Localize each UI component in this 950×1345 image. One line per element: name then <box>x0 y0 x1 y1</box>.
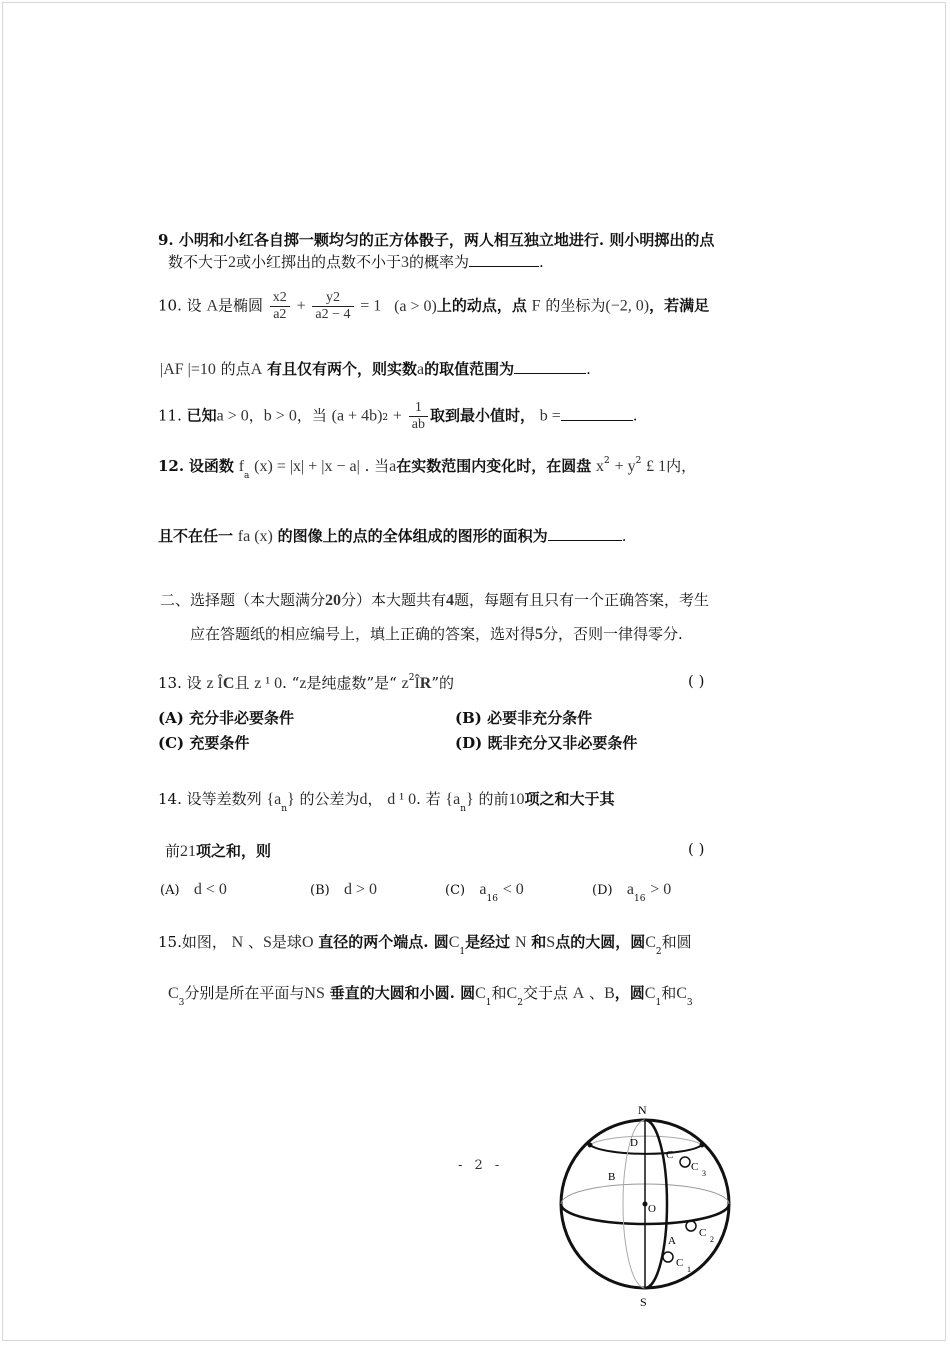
q14-d: d <box>359 791 368 808</box>
q13-z: z <box>299 675 307 692</box>
q13-cond1: z Î <box>206 675 223 692</box>
option-label: (B) <box>310 883 330 898</box>
q10-fraction-x <box>270 290 290 323</box>
q12-text: 在实数范围内变化时，在圆盘 <box>396 457 592 475</box>
q15-text: 交于点 <box>522 984 568 1002</box>
option-label: (A) <box>160 883 180 898</box>
q10-point-f: F <box>531 297 541 315</box>
q12-period: . <box>621 527 627 545</box>
q11-plus: + <box>392 407 402 425</box>
q14-answer-paren[interactable]: ( ) <box>688 840 705 858</box>
section2-points: 5 <box>535 626 544 643</box>
q12-f-subscript: a <box>244 471 250 481</box>
q14-subscript: n <box>281 804 288 814</box>
q15-text: 、 <box>589 984 605 1002</box>
q10-text: 的坐标为 <box>545 296 606 315</box>
q11-text: 取到最小值时， <box>429 406 535 425</box>
q10-condition: (a > 0) <box>394 297 437 315</box>
q11-comma: ， <box>248 406 264 425</box>
q10-line1 <box>158 290 709 323</box>
q10-number: 10. <box>158 296 182 315</box>
q15-text: 分别是所在平面与 <box>184 984 305 1002</box>
q15-text: 和 <box>531 933 547 951</box>
label-o: O <box>648 1203 656 1215</box>
q15-s: S <box>263 934 272 951</box>
q15-n: N <box>514 934 527 951</box>
q11-period: . <box>632 406 638 425</box>
q15-text: 直径的两个端点. 圆 <box>318 933 449 951</box>
section2-text: 分）本大题共有 <box>341 591 447 609</box>
q13-cond2: z ¹ 0 <box>254 675 283 692</box>
small-circle-point <box>588 1143 593 1148</box>
q13-text: . “ <box>282 674 300 692</box>
q13-complex-set: C <box>222 675 235 692</box>
page-border <box>2 2 946 1341</box>
q14-d-cond: d ¹ 0 <box>387 791 417 808</box>
q12-fa: fa (x) <box>237 528 273 545</box>
q13-in: Î <box>414 675 420 692</box>
q15-c: C <box>506 985 518 1002</box>
q12-f: f <box>238 458 245 475</box>
q15-text: ，圆 <box>614 984 645 1002</box>
q13-text: 是纯虚数”是“ <box>306 674 397 692</box>
q14-text: 项之和，则 <box>196 842 272 860</box>
label-d: D <box>630 1137 638 1149</box>
frac-denominator: a2 − 4 <box>315 307 351 322</box>
q11-expression: (a + 4b) <box>331 407 383 425</box>
q14-sequence: {a <box>266 791 282 808</box>
q14-sequence2: {a <box>445 791 461 808</box>
q14-line2 <box>165 840 271 861</box>
label-c2-sub: 2 <box>710 1235 714 1244</box>
q14-brace: } <box>287 791 295 808</box>
q15-text: 点的大圆，圆 <box>555 933 646 951</box>
frac-numerator: 1 <box>414 400 422 415</box>
small-circle-back <box>590 1136 702 1145</box>
section2-text: 题，每题有且只有一个正确答案，考生 <box>454 591 710 609</box>
q15-subscript: 1 <box>485 998 492 1008</box>
q10-point-a: A <box>206 297 218 315</box>
label-a: A <box>668 1235 676 1247</box>
q13-line: 13. 设 z ÎC且 z ¹ 0. “z是纯虚数”是“ $z^2ÎR$”的 <box>158 673 454 692</box>
center-point <box>643 1202 648 1207</box>
q12-text: 且不在任一 <box>158 527 234 545</box>
q14-option-c[interactable] <box>445 880 524 904</box>
q15-o: O <box>301 934 314 951</box>
page-number: - 2 - <box>458 1158 504 1173</box>
q14-subscript: n <box>460 804 466 814</box>
q15-subscript: 2 <box>517 998 523 1008</box>
q10-text: ，若满足 <box>649 296 710 315</box>
section2-line1 <box>160 589 709 610</box>
label-marker-c1 <box>663 1252 673 1262</box>
q10-text: 设 <box>186 296 202 315</box>
q12-param-a: a <box>389 458 397 475</box>
q15-n: N <box>231 934 244 951</box>
q12-disk-y: + y <box>614 458 636 475</box>
q9-text: 数不大于 <box>168 253 229 271</box>
q11-text: ，当 <box>296 406 327 425</box>
q10-text: 的取值范围为 <box>424 360 515 378</box>
q9-text: 的概率为 <box>409 253 470 271</box>
q15-text: 如图， <box>181 933 227 951</box>
q15-line2 <box>168 982 693 1008</box>
q12-line1: 12. 设函数 $f_a$ (x) = |x| + |x − a| . 当a在实数范围内变化时，在圆盘 $x^2 + y^2$ £ 1内， <box>158 456 697 481</box>
section2-text: 二、选择题（本大题满分 <box>160 591 326 609</box>
q15-c: C <box>644 985 656 1002</box>
q10-period: . <box>586 360 591 378</box>
q12-text: 的图像上的点的全体组成的图形的面积为 <box>277 527 548 545</box>
option-label: (C) <box>445 883 466 898</box>
label-c: C <box>666 1149 674 1161</box>
q14-text: 的前 <box>478 790 509 808</box>
q11-text: 已知 <box>186 406 217 425</box>
q14-text: 项之和大于其 <box>524 790 615 808</box>
frac-numerator: y2 <box>325 290 340 305</box>
q10-af-condition: |AF |=10 <box>160 361 216 378</box>
q13-text: 设 <box>186 674 202 692</box>
small-circle-front <box>590 1145 702 1154</box>
sphere-figure <box>550 1100 750 1315</box>
label-c1: C <box>676 1257 684 1269</box>
q14-line1 <box>158 788 615 814</box>
q9-period: . <box>539 253 544 271</box>
label-marker-c2 <box>686 1221 696 1231</box>
q15-s: S <box>546 934 556 951</box>
q14-n10: 10 <box>508 791 525 808</box>
section2-text: 应在答题纸的相应编号上，填上正确的答案，选对得 <box>190 625 536 643</box>
q13-option-a[interactable]: (A) 充分非必要条件 <box>158 709 295 727</box>
q11-number: 11. <box>158 406 182 425</box>
q9-line1: 9. 小明和小红各自掷一颗均匀的正方体骰子，两人相互独立地进行. 则小明掷出的点 <box>158 231 715 249</box>
option-text: < 0 <box>502 881 524 898</box>
q15-c: C <box>475 985 486 1002</box>
label-s: S <box>640 1295 647 1309</box>
label-c3: C <box>691 1161 699 1173</box>
q15-subscript: 3 <box>686 998 693 1008</box>
q13-real-set: R <box>419 675 432 692</box>
q14-n21: 21 <box>180 843 197 860</box>
q10-text: 的点 <box>220 360 251 378</box>
frac-denominator: ab <box>411 417 425 432</box>
q15-number: 15. <box>158 933 182 951</box>
q15-text: 和 <box>491 984 507 1002</box>
q11-exponent: 2 <box>382 412 389 423</box>
q15-c: C <box>645 934 656 951</box>
q9-number-2: 2 <box>228 254 237 271</box>
q15-line1 <box>158 931 692 957</box>
section2-count: 4 <box>446 592 455 609</box>
q10-text: 是椭圆 <box>218 296 264 315</box>
q10-param-a: a <box>417 361 425 378</box>
q14-brace: } <box>466 791 474 808</box>
q12-number: 12. <box>158 457 185 475</box>
q15-ns: NS <box>304 985 325 1002</box>
q10-coordinate: (−2, 0) <box>605 297 650 315</box>
q15-subscript: 3 <box>178 998 185 1008</box>
q15-text: 和圆 <box>661 933 692 951</box>
q10-equals: = 1 <box>360 297 382 315</box>
label-c2: C <box>699 1227 707 1239</box>
q14-option-b[interactable] <box>310 880 377 899</box>
option-text: > 0 <box>650 881 672 898</box>
q11-answer-blank[interactable] <box>561 420 633 421</box>
label-n: N <box>638 1103 647 1117</box>
label-c1-sub: 1 <box>687 1265 691 1274</box>
q10-text: 上的动点，点 <box>436 296 527 315</box>
q14-option-d[interactable] <box>592 880 672 904</box>
option-text: a <box>626 881 634 898</box>
q13-answer-paren[interactable]: ( ) <box>688 672 705 690</box>
q12-answer-blank[interactable] <box>548 540 622 541</box>
q15-text: 垂直的大圆和小圆. 圆 <box>329 984 476 1002</box>
q14-comma: ， <box>367 790 383 808</box>
q14-option-a[interactable] <box>160 880 227 899</box>
q9-number-3: 3 <box>401 254 410 271</box>
q11-line <box>158 400 638 433</box>
q12-line2 <box>158 525 626 546</box>
label-marker-c3 <box>680 1157 690 1167</box>
q9-answer-blank[interactable] <box>469 266 539 267</box>
frac-denominator: a2 <box>273 307 287 322</box>
frac-numerator: x2 <box>272 290 287 305</box>
small-circle-point <box>700 1143 705 1148</box>
q15-text: 是球 <box>271 933 302 951</box>
q11-fraction <box>409 400 428 433</box>
q13-text: ”的 <box>431 674 454 692</box>
q10-text: 有且仅有两个，则实数 <box>267 360 418 378</box>
q12-text: 设函数 <box>188 457 234 475</box>
q12-disk-x: x <box>596 458 605 475</box>
q15-text: 、 <box>248 933 264 951</box>
q11-cond-a: a > 0 <box>216 407 249 425</box>
q9-text: 或小红掷出的点数不小于 <box>236 253 402 271</box>
q12-function: (x) = |x| + |x − a| <box>254 458 360 475</box>
q15-text: 和 <box>661 984 677 1002</box>
q10-fraction-y <box>312 290 353 323</box>
q13-option-c[interactable]: (C) 充要条件 <box>158 734 250 752</box>
q14-text: 的公差为 <box>299 790 360 808</box>
q15-subscript: 2 <box>655 947 662 957</box>
q13-option-b[interactable]: (B) 必要非充分条件 <box>455 709 593 727</box>
q10-answer-blank[interactable] <box>514 373 586 374</box>
option-text: a <box>479 881 487 898</box>
q15-a: A <box>572 985 585 1002</box>
q15-c: C <box>168 985 179 1002</box>
q10-line2 <box>160 358 591 379</box>
option-text: d > 0 <box>344 881 378 898</box>
q12-text: 内， <box>666 457 697 475</box>
section2-line2 <box>190 623 683 644</box>
q11-cond-b: b > 0 <box>263 407 297 425</box>
q12-disk-bound: £ 1 <box>646 458 667 475</box>
q11-b-equals: b = <box>539 407 561 425</box>
q13-option-d[interactable]: (D) 既非充分又非必要条件 <box>455 734 638 752</box>
q15-subscript: 1 <box>655 998 662 1008</box>
q13-number: 13. <box>158 674 182 692</box>
q15-c: C <box>448 934 460 951</box>
q15-b: B <box>604 985 615 1002</box>
option-text: d < 0 <box>193 881 227 898</box>
q15-c: C <box>676 985 687 1002</box>
q12-text: . 当 <box>364 457 390 475</box>
q13-z2: z <box>401 675 409 692</box>
q14-number: 14. <box>158 790 182 808</box>
option-subscript: 16 <box>486 894 498 904</box>
q14-text: . 若 <box>416 790 441 808</box>
section2-text: 分，否则一律得零分. <box>543 625 683 643</box>
label-b: B <box>608 1171 616 1183</box>
q14-text: 前 <box>165 842 181 860</box>
q15-subscript: 1 <box>459 947 466 957</box>
option-subscript: 16 <box>634 894 646 904</box>
q14-text: 设等差数列 <box>186 790 262 808</box>
q10-plus: + <box>296 297 306 315</box>
section2-score: 20 <box>325 592 342 609</box>
label-c3-sub: 3 <box>702 1169 706 1178</box>
q15-text: 是经过 <box>465 933 511 951</box>
q13-text: 且 <box>234 674 250 692</box>
option-label: (D) <box>592 883 613 898</box>
q9-line2 <box>168 251 544 272</box>
q10-point-a: A <box>250 361 263 378</box>
